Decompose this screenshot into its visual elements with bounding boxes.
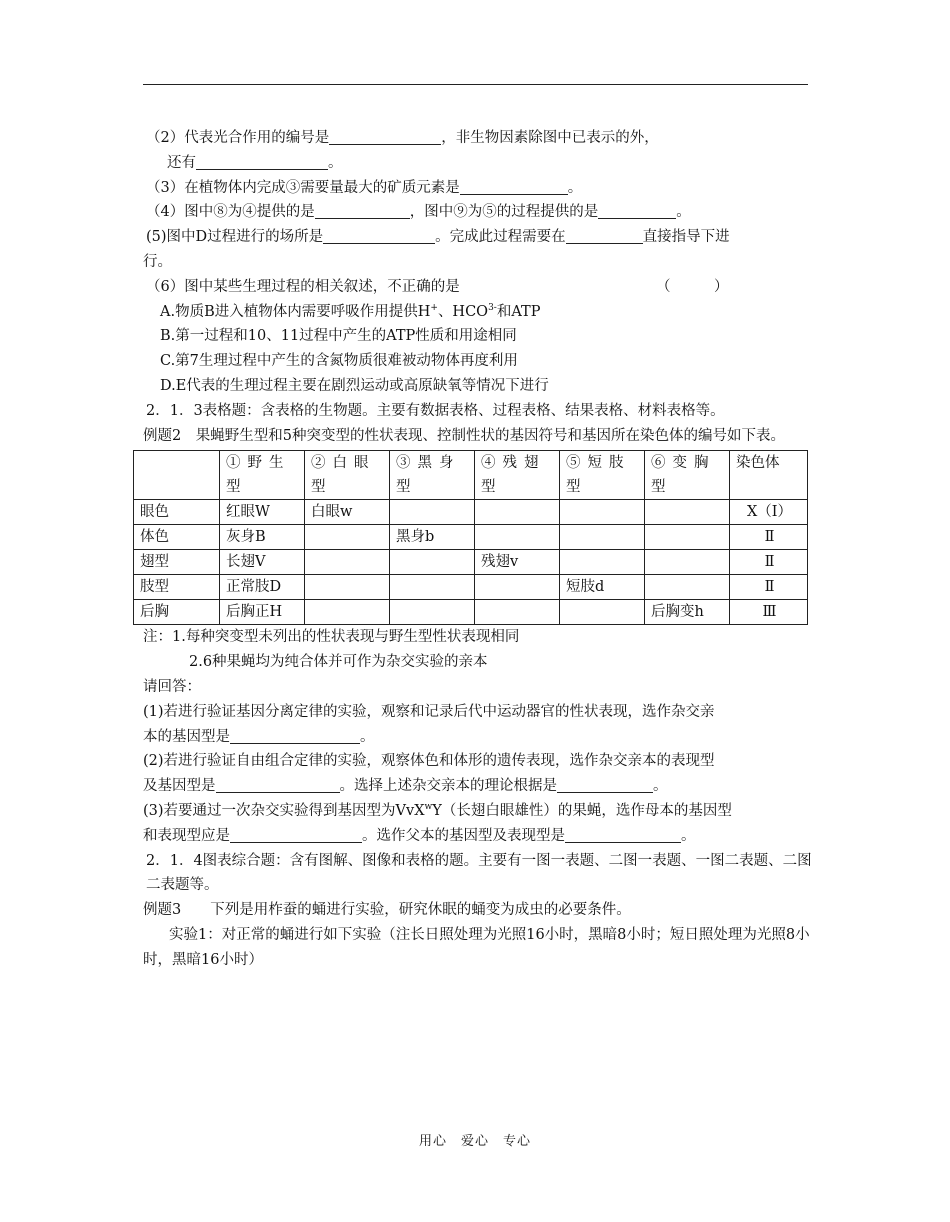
header-rule <box>143 84 808 85</box>
document-body <box>140 126 813 973</box>
question-5-cont: 行。 <box>143 253 172 270</box>
table-row: 后胸 后胸正H 后胸变h Ⅲ <box>134 600 808 625</box>
section-heading-214: 2．1．4图表综合题：含有图解、图像和表格的题。主要有一图一表题、二图一表题、一图二表题、二图二表题等。 <box>146 852 812 894</box>
note-2: 2.6种果蝇均为纯合体并可作为杂交实验的亲本 <box>189 654 488 671</box>
drosophila-trait-table <box>133 450 808 625</box>
question-6: （6）图中某些生理过程的相关叙述，不正确的是 （ ） <box>143 275 813 300</box>
answer-3-cont: 和表现型应是 。选作父本的基因型及表现型是 。 <box>143 824 813 849</box>
answer-blank[interactable] <box>557 775 653 793</box>
table-row: 眼色 红眼W 白眼w X（Ⅰ） <box>134 500 808 525</box>
question-5: (5)图中D过程进行的场所是 。完成此过程需要在 直接指导下进 <box>143 225 813 250</box>
table-header-cell: ②白眼 型 <box>305 451 390 500</box>
answer-2-cont: 及基因型是 。选择上述杂交亲本的理论根据是 。 <box>143 774 813 799</box>
answer-parenthesis[interactable]: （ ） <box>656 278 729 295</box>
table-row: 肢型 正常肢D 短肢d Ⅱ <box>134 575 808 600</box>
table-header-cell: 染色体 <box>730 451 808 500</box>
answer-1-cont: 本的基因型是 。 <box>143 725 813 750</box>
answer-blank[interactable] <box>216 775 340 793</box>
table-header-cell: ④残翅 型 <box>475 451 560 500</box>
option-b: B.第一过程和10、11过程中产生的ATP性质和用途相同 <box>160 328 517 345</box>
table-row: 翅型 长翅V 残翅v Ⅱ <box>134 550 808 575</box>
answer-blank[interactable] <box>566 226 643 244</box>
table-header-cell: ③黑身 型 <box>390 451 475 500</box>
table-corner-cell <box>134 451 220 500</box>
table-header-cell: ⑥变胸 型 <box>645 451 730 500</box>
answer-blank[interactable] <box>329 127 441 145</box>
option-a: A.物质B进入植物体内需要呼吸作用提供H+、$HCO^{3-}$和ATP <box>160 302 541 320</box>
example-2-intro: 例题2 果蝇野生型和5种突变型的性状表现、控制性状的基因符号和基因所在染色体的编号如下表。 <box>143 427 785 444</box>
answer-blank[interactable] <box>196 152 328 170</box>
answer-blank[interactable] <box>315 201 410 219</box>
note-1: 注：1.每种突变型未列出的性状表现与野生型性状表现相同 <box>143 629 520 646</box>
answer-blank[interactable] <box>565 825 681 843</box>
example-3-intro: 例题3 下列是用柞蚕的蛹进行实验，研究休眠的蛹变为成虫的必要条件。 <box>143 902 631 919</box>
page-footer: 用心 爱心 专心 <box>418 1134 531 1149</box>
answer-blank[interactable] <box>230 726 360 744</box>
question-2: （2）代表光合作用的编号是 ，非生物因素除图中已表示的外， <box>143 126 813 151</box>
table-row: 体色 灰身B 黑身b Ⅱ <box>134 525 808 550</box>
answer-blank[interactable] <box>598 201 676 219</box>
question-3: （3）在植物体内完成③需要量最大的矿质元素是 。 <box>143 176 813 201</box>
option-d: D.E代表的生理过程主要在剧烈运动或高原缺氧等情况下进行 <box>160 377 549 394</box>
question-4: （4）图中⑧为④提供的是 ，图中⑨为⑤的过程提供的是 。 <box>143 200 813 225</box>
answer-blank[interactable] <box>460 177 568 195</box>
table-header-cell: ①野生 型 <box>220 451 305 500</box>
answer-2: (2)若进行验证自由组合定律的实验，观察体色和体形的遗传表现，选作杂交亲本的表现型 <box>143 753 715 770</box>
table-header-cell: ⑤短肢 型 <box>560 451 645 500</box>
table-header-row <box>134 451 808 500</box>
question-2-cont: 还有 。 <box>143 151 813 176</box>
option-c: C.第7生理过程中产生的含氮物质很难被动物体再度利用 <box>160 353 518 370</box>
answer-blank[interactable] <box>230 825 362 843</box>
experiment-1: 实验1：对正常的蛹进行如下实验（注长日照处理为光照16小时，黑暗8小时；短日照处理为光照8小时，黑暗16小时） <box>143 926 810 968</box>
section-heading-213: 2．1．3表格题：含表格的生物题。主要有数据表格、过程表格、结果表格、材料表格等。 <box>146 402 725 419</box>
answer-prompt: 请回答： <box>143 678 201 695</box>
answer-3: (3)若要通过一次杂交实验得到基因型为VvX$^w$Y（长翅白眼雄性）的果蝇，选作母本的基因型 <box>143 802 732 819</box>
answer-1: (1)若进行验证基因分离定律的实验，观察和记录后代中运动器官的性状表现，选作杂交亲 <box>143 703 715 720</box>
answer-blank[interactable] <box>323 226 435 244</box>
